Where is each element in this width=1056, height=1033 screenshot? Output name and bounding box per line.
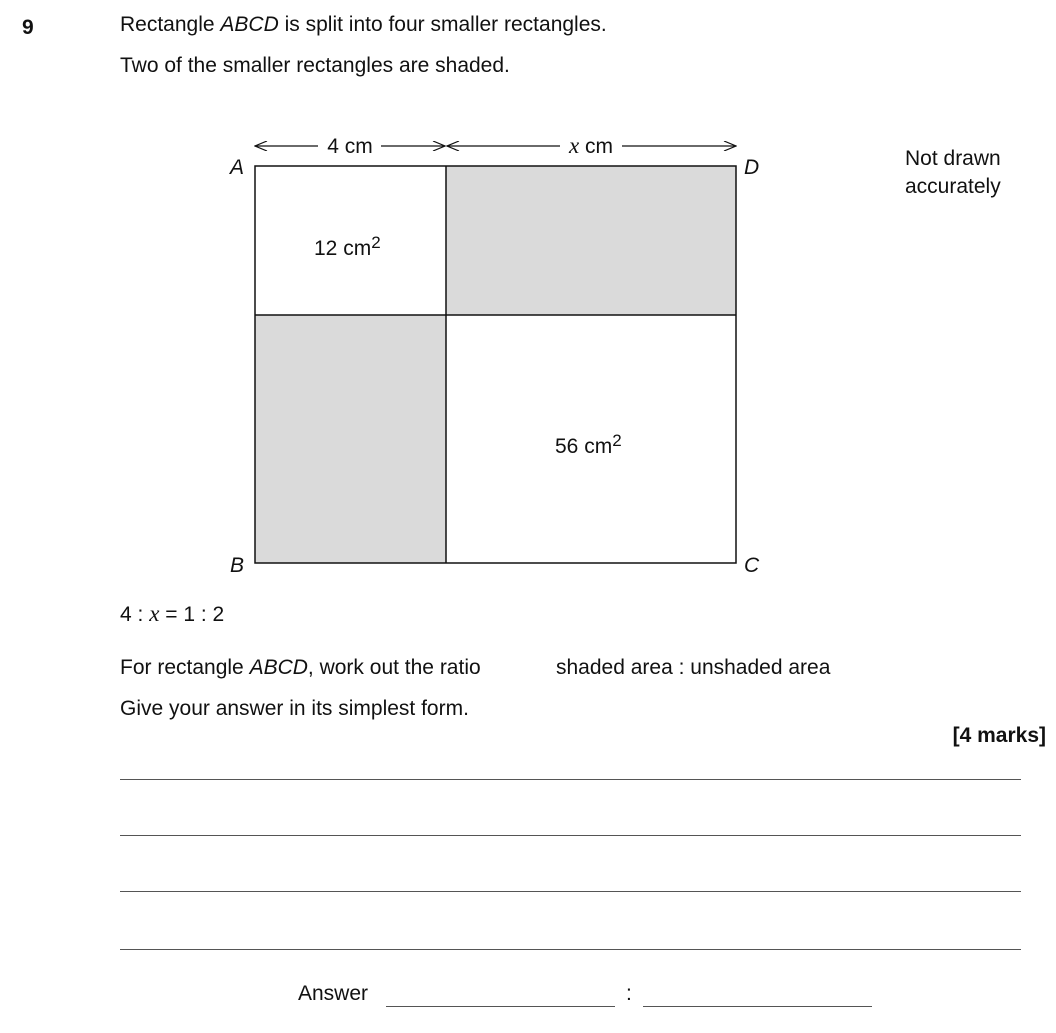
width-variable-x: x (568, 133, 580, 158)
area-exponent: 2 (612, 431, 622, 450)
marks-label: [4 marks] (952, 724, 1046, 747)
width-unit: cm (579, 135, 614, 158)
instruction-line-2: Give your answer in its simplest form. (120, 697, 469, 720)
area-exponent: 2 (371, 233, 381, 252)
answer-blank-left[interactable] (386, 1006, 615, 1007)
rectangle-name: ABCD (220, 13, 279, 36)
ratio-variable-x: x (149, 601, 160, 626)
question-line-2: Two of the smaller rectangles are shaded. (120, 54, 510, 77)
given-ratio (120, 602, 224, 627)
working-line[interactable] (120, 835, 1021, 836)
answer-label: Answer (298, 982, 369, 1005)
area-label-top-left (314, 233, 381, 260)
working-line[interactable] (120, 779, 1021, 780)
area-value: 56 cm (555, 435, 613, 458)
width-label-x (568, 133, 613, 158)
instruction-suffix: , work out the ratio (307, 656, 481, 679)
not-drawn-note-line-1: Not drawn (905, 147, 1001, 170)
answer-blank-right[interactable] (643, 1006, 872, 1007)
area-value: 12 cm (314, 237, 372, 260)
vertex-c: C (744, 554, 760, 577)
shaded-rectangle-top-right (446, 166, 736, 315)
area-label-bottom-right (555, 431, 622, 458)
not-drawn-note-line-2: accurately (905, 175, 1001, 198)
vertex-d: D (744, 156, 760, 179)
ratio-to-find: shaded area : unshaded area (556, 656, 831, 679)
text-rest: is split into four smaller rectangles. (278, 13, 607, 36)
instruction-line-1 (120, 656, 481, 680)
text-prefix: Rectangle (120, 13, 221, 36)
ratio-right: = 1 : 2 (159, 603, 225, 626)
working-line[interactable] (120, 949, 1021, 950)
vertex-a: A (230, 156, 245, 179)
ratio-left: 4 : (120, 603, 150, 626)
rectangle-name: ABCD (249, 656, 308, 679)
question-number: 9 (22, 16, 34, 39)
width-label-4cm: 4 cm (327, 135, 373, 158)
shaded-rectangle-bottom-left (255, 315, 446, 563)
working-line[interactable] (120, 891, 1021, 892)
answer-separator: : (626, 982, 632, 1005)
instruction-prefix: For rectangle (120, 656, 250, 679)
vertex-b: B (230, 554, 245, 577)
